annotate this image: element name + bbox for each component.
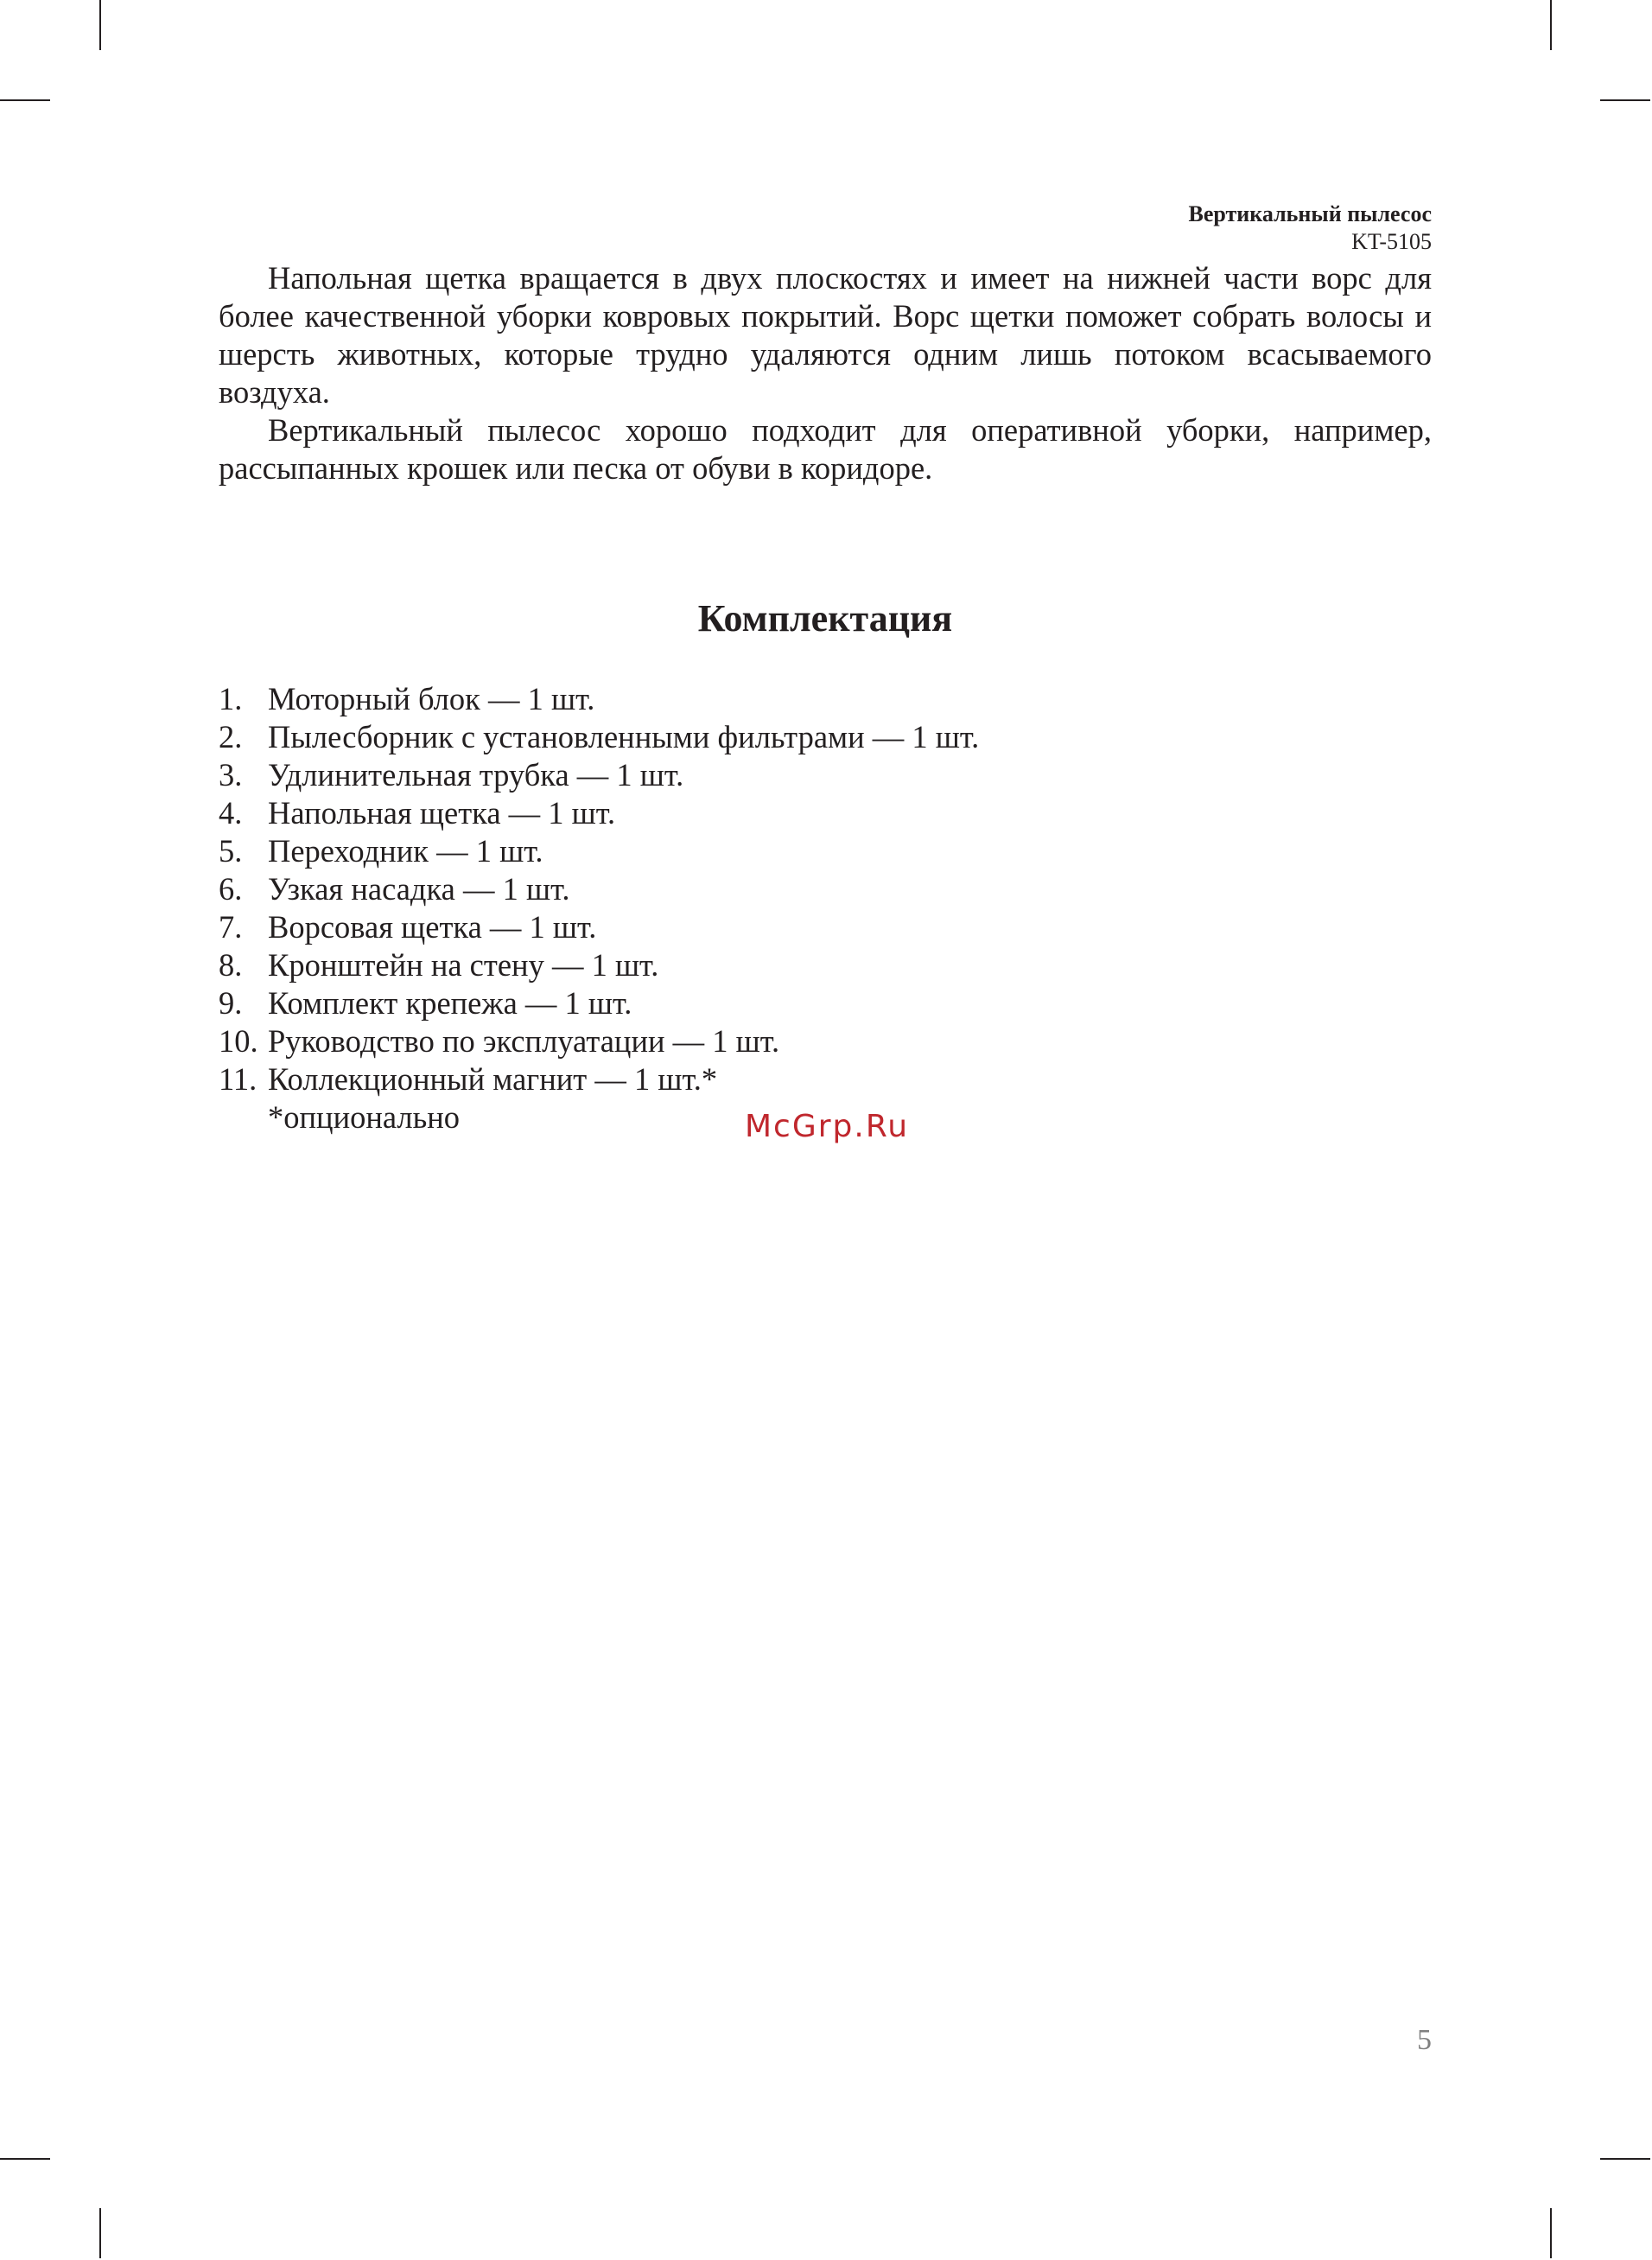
- section-title: Комплектация: [697, 597, 953, 640]
- item-text: Кронштейн на стену — 1 шт.: [268, 947, 659, 983]
- list-item: [219, 794, 979, 832]
- item-number: 1.: [219, 681, 243, 716]
- item-text: Напольная щетка — 1 шт.: [268, 795, 616, 831]
- page-number: 5: [1417, 2024, 1432, 2056]
- description-text: [219, 259, 1432, 487]
- list-item: [219, 718, 979, 756]
- list-item: [219, 1060, 979, 1098]
- item-number: 2.: [219, 719, 243, 754]
- list-item: [219, 946, 979, 984]
- item-text: Коллекционный магнит — 1 шт.*: [268, 1061, 718, 1097]
- item-text: Узкая насадка — 1 шт.: [268, 871, 570, 907]
- crop-mark-bottom-left-vertical: [99, 2208, 101, 2258]
- header-title: Вертикальный пылесос: [1188, 201, 1432, 226]
- item-text: Ворсовая щетка — 1 шт.: [268, 909, 597, 945]
- watermark-link[interactable]: McGrp.Ru: [745, 1109, 910, 1144]
- paragraph: Напольная щетка вращается в двух плоскостях и имеет на нижней части ворс для более качественной уборки ковровых покрытий. Ворс щетки поможет собрать волосы и шерсть животных, которые трудно удаляются одним лишь потоком всасываемого воздуха.: [219, 260, 1432, 410]
- kit-list: [219, 680, 979, 1136]
- item-text: Комплект крепежа — 1 шт.: [268, 985, 632, 1021]
- list-item: [219, 832, 979, 870]
- item-number: 10.: [219, 1023, 258, 1059]
- crop-mark-top-right-vertical: [1550, 0, 1552, 50]
- item-number: 9.: [219, 985, 243, 1021]
- crop-mark-top-left-vertical: [99, 0, 101, 50]
- item-text: Пылесборник с установленными фильтрами — 1 шт.: [268, 719, 980, 754]
- item-number: 8.: [219, 947, 243, 983]
- footnote-text: *опционально: [268, 1099, 461, 1135]
- list-item: [219, 908, 979, 946]
- item-number: 7.: [219, 909, 243, 945]
- list-item: [219, 984, 979, 1022]
- list-item: [219, 870, 979, 908]
- item-text: Руководство по эксплуатации — 1 шт.: [268, 1023, 780, 1059]
- crop-mark-top-left-horizontal: [0, 99, 50, 101]
- crop-mark-bottom-right-horizontal: [1600, 2158, 1650, 2160]
- item-text: Удлинительная трубка — 1 шт.: [268, 757, 684, 793]
- header-model: KT-5105: [1351, 229, 1432, 254]
- item-text: Моторный блок — 1 шт.: [268, 681, 595, 716]
- item-number: 5.: [219, 833, 243, 869]
- list-item: [219, 756, 979, 794]
- item-text: Переходник — 1 шт.: [268, 833, 543, 869]
- list-item: [219, 680, 979, 718]
- running-header: [1189, 201, 1432, 256]
- crop-mark-bottom-right-vertical: [1550, 2208, 1552, 2258]
- item-number: 4.: [219, 795, 243, 831]
- item-number: 11.: [219, 1061, 257, 1097]
- crop-mark-bottom-left-horizontal: [0, 2158, 50, 2160]
- paragraph: Вертикальный пылесос хорошо подходит для оперативной уборки, например, рассыпанных крошек или песка от обуви в коридоре.: [219, 412, 1432, 486]
- crop-mark-top-right-horizontal: [1600, 99, 1650, 101]
- list-item: [219, 1022, 979, 1060]
- item-number: 6.: [219, 871, 243, 907]
- item-number: 3.: [219, 757, 243, 793]
